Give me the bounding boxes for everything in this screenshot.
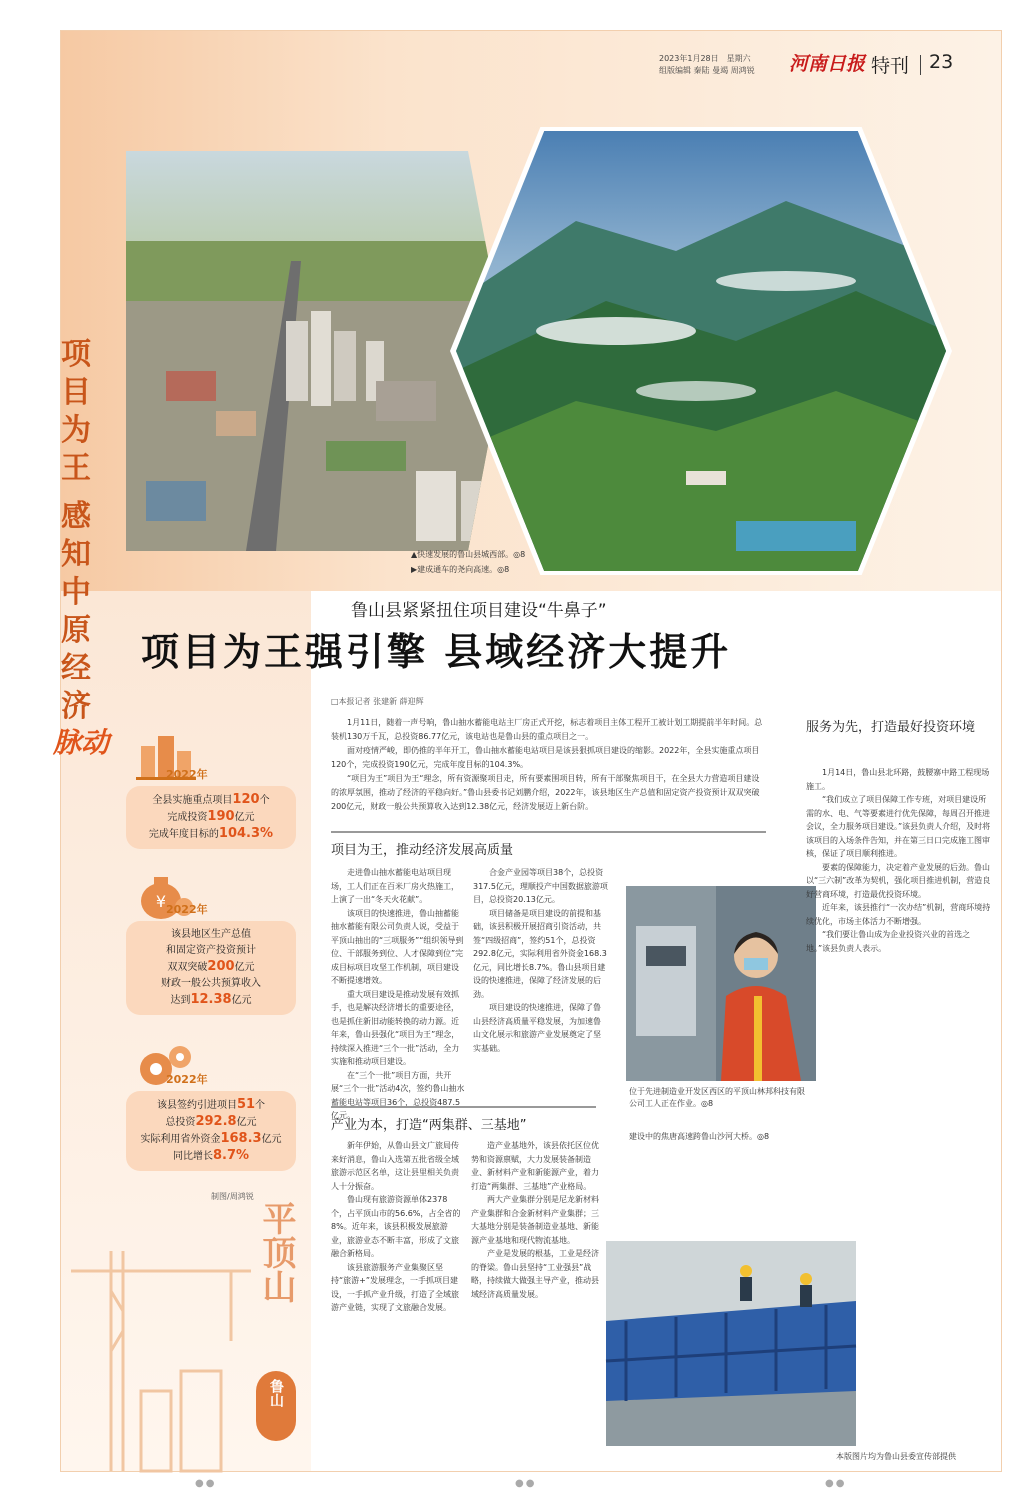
paragraph: 重大项目建设是推动发展有效抓手，也是解决经济增长的重要途径，也是抓住新旧动能转换的动力源。近年来，鲁山县强化“项目为王”理念，持续深入推进“三个一批”活动，全力实施和推动项目建设。 xyxy=(331,989,460,1066)
series-title-char: 项 xyxy=(61,337,91,372)
section-heading-industry: 产业为本，打造“两集群、三基地” xyxy=(331,1106,596,1133)
masthead xyxy=(601,49,991,89)
stat-box xyxy=(126,921,296,1015)
stat-number: 200 xyxy=(207,959,235,974)
intro-paragraph: 面对疫情严峻，即仍推的半年开工，鲁山抽水蓄能电站项目是该县狠抓项目建设的缩影。2022年，全县实施重点项目120个，完成投资190亿元，完成年度目标的104.3%。 xyxy=(331,746,760,769)
newspaper-logo: 河南日报 xyxy=(789,53,866,75)
page-number: 23 xyxy=(929,51,954,73)
svg-text:¥: ¥ xyxy=(155,892,167,911)
paragraph: 该项目的快速推进，鲁山抽蓄能抽水蓄能有限公司负责人说，受益于平顶山抽出的“三项服务”“组织领导到位、干部服务到位、人才保障到位”完成目标项目攻坚工作机制，项目建设不断提速增效。 xyxy=(331,908,464,985)
stat-line xyxy=(130,826,292,843)
series-title-char: 王 xyxy=(61,451,91,486)
series-title-char: 知 xyxy=(61,537,91,572)
stat-year: 2022年 xyxy=(166,903,208,916)
newspaper-page xyxy=(52,30,1002,1472)
stat-text: 同比增长 xyxy=(172,1151,213,1162)
stat-number: 292.8 xyxy=(195,1114,237,1129)
stat-year: 2022年 xyxy=(166,768,208,781)
stat-line xyxy=(130,976,292,992)
stat-unit: 亿元 xyxy=(234,812,255,823)
paragraph: “我们成立了项目保障工作专班，对项目建设所需的水、电、气等要素进行优先保障，每周召开推进会议，全力服务项目建设。”该县负责人介绍，及时将该项目的入场条件告知，并在第三日口完成施工图审核，保证了项目顺利推进。 xyxy=(806,795,991,858)
stat-number: 51 xyxy=(236,1097,256,1112)
paragraph: 造产业基地外，该县依托区位优势和资源禀赋，大力发展装备制造业、新材料产业和新能源产业，着力打造“两集群、三基地”产业格局。 xyxy=(471,1141,599,1191)
series-title-char: 济 xyxy=(61,689,91,724)
stat-unit: 个 xyxy=(255,1100,266,1111)
stat-line xyxy=(130,992,292,1009)
vertical-series-title xyxy=(51,336,109,760)
series-title-char: 感 xyxy=(61,499,91,534)
series-title-pulse: 脉动 xyxy=(52,726,109,759)
stat-number: 12.38 xyxy=(190,992,232,1007)
series-title-char: 经 xyxy=(61,651,91,686)
paragraph: 1月14日，鲁山县北环路，鼓腰寨中路工程现场施工。 xyxy=(806,768,990,791)
city-photo-caption: ▲快速发展的鲁山县城西部。◎8 xyxy=(411,550,526,559)
paragraph: 鲁山现有旅游资源单体2378个，占平顶山市的56.6%，占全省的8%。近年来，该县积极发展旅游业，旅游业态不断丰富，形成了文旅融合新格局。 xyxy=(331,1195,461,1258)
stat-number: 104.3% xyxy=(218,826,274,841)
paragraph: 走进鲁山抽水蓄能电站项目现场，工人们正在百米厂房火热施工，上演了一出“冬天火花献”。 xyxy=(331,868,459,904)
stat-box xyxy=(126,1091,296,1171)
mountain-landscape-photo xyxy=(456,131,946,571)
graphic-credit: 制图/周鸿锐 xyxy=(211,1192,254,1201)
nav-dots: ●● xyxy=(195,1478,217,1489)
county-name-vertical xyxy=(256,1201,306,1307)
stat-line xyxy=(130,1097,292,1114)
intro-paragraph: “项目为王”项目为王“理念，所有资源聚项目走，所有要素围项目转，所有干部聚焦项目干，在全县大力营造项目建设的浓厚氛围，推动了经济的平稳向好。”鲁山县委书记刘鹏介绍，2022年，该县地区生产总值和固定资产投资预计双双突破200亿元，财政一般公共预算收入达到12.38亿元，经济发展迈上新台阶。 xyxy=(331,774,760,811)
paragraph: 新年伊始，从鲁山县文广旅局传来好消息，鲁山入选第五批省级全域旅游示范区名单，这让县里相关负责人十分振奋。 xyxy=(331,1141,459,1191)
editors: 组版编辑 秦陆 曼竭 周鸿锐 xyxy=(659,66,755,75)
stat-text: 该县签约引进项目 xyxy=(156,1100,237,1111)
paragraph: 该县旅游服务产业集聚区坚持“旅游+”发展理念，一手抓项目建设，一手抓产业升级，打造了全域旅游产业链，实现了文旅融合发展。 xyxy=(331,1262,459,1312)
factory-worker-photo xyxy=(626,886,816,1081)
series-title-char: 中 xyxy=(61,575,91,610)
factory-photo-caption: 位于先进制造业开发区西区的平顶山林邦科技有限公司工人正在作业。◎8 xyxy=(629,1087,805,1108)
article-column xyxy=(473,866,608,1096)
stat-box xyxy=(126,786,296,849)
intro-paragraph: 1月11日，随着一声号响，鲁山抽水蓄能电站主厂房正式开挖，标志着项目主体工程开工被计划工期提前半年时间。总装机130万千瓦，总投资86.77亿元，该电站也是鲁山县的重点项目之一。 xyxy=(331,718,763,741)
photo-credit: 本版图片均为鲁山县委宣传部提供 xyxy=(836,1452,956,1461)
paragraph: 近年来，该县推行“一次办结”机制，营商环境持续优化，市场主体活力不断增强。 xyxy=(806,903,991,926)
nav-dots: ●● xyxy=(515,1478,537,1489)
stat-line xyxy=(130,959,292,976)
article-column xyxy=(331,866,466,1120)
paragraph: 合金产业园等项目38个，总投资317.5亿元，理顺投产中国数据旅游项目，总投资20.13亿元。 xyxy=(473,868,608,904)
stat-text: 实际利用省外资金 xyxy=(140,1134,221,1145)
stat-unit: 亿元 xyxy=(261,1134,282,1145)
stat-number: 8.7% xyxy=(212,1148,250,1163)
paragraph: 项目储备是项目建设的前提和基础，该县积极开展招商引资活动，共签“四级招商”，签约51个，总投资292.8亿元，实际利用省外资金168.3亿元，同比增长8.7%。鲁山县项目建设的快速推进，保障了经济发展的后劲。 xyxy=(473,908,607,999)
header-divider xyxy=(920,55,921,75)
bridge-construction-photo xyxy=(606,1241,856,1446)
mountain-photo-caption: ▶建成通车的尧向高速。◎8 xyxy=(411,565,510,574)
article-column xyxy=(471,1139,601,1459)
city-aerial-photo xyxy=(126,151,506,551)
stat-line xyxy=(130,1148,292,1165)
stat-number: 120 xyxy=(232,792,260,807)
section-name: 特刊 xyxy=(871,55,910,77)
bridge-photo-caption: 建设中的焦唐高速跨鲁山沙河大桥。◎8 xyxy=(629,1132,770,1141)
series-title-char: 原 xyxy=(61,613,91,648)
stat-unit: 亿元 xyxy=(236,1117,257,1128)
paragraph: 项目建设的快速推进，保障了鲁山县经济高质量平稳发展，为加速鲁山文化展示和旅游产业发展奠定了坚实基础。 xyxy=(473,1003,601,1053)
article-column xyxy=(806,766,991,1186)
stat-unit: 亿元 xyxy=(234,962,255,973)
stat-number: 190 xyxy=(207,809,235,824)
stat-year: 2022年 xyxy=(166,1073,208,1086)
stat-line xyxy=(130,1114,292,1131)
stat-line xyxy=(130,1131,292,1148)
stat-text: 和固定资产投资预计 xyxy=(166,945,256,956)
article-intro xyxy=(331,716,766,814)
stat-unit: 个 xyxy=(259,795,270,806)
paragraph: 要素的保障能力，决定着产业发展的后劲。鲁山以“三六制”改革为契机，强化项目推进机制，营造良好营商环境，打造最优投资环境。 xyxy=(806,862,991,899)
stat-text: 该县地区生产总值 xyxy=(171,929,251,940)
stat-text: 完成年度目标的 xyxy=(148,829,219,840)
stat-line xyxy=(130,792,292,809)
byline: □本报记者 张建新 薛迎辉 xyxy=(331,697,424,706)
stat-line xyxy=(130,927,292,943)
subheadline: 鲁山县紧紧扭住项目建设“牛鼻子” xyxy=(351,601,607,621)
county-name: 平顶山 xyxy=(256,1201,296,1303)
stat-unit: 亿元 xyxy=(231,995,252,1006)
issue-date: 2023年1月28日 星期六 xyxy=(659,54,751,63)
stat-text: 完成投资 xyxy=(167,812,208,823)
stat-text: 总投资 xyxy=(165,1117,196,1128)
stat-text: 财政一般公共预算收入 xyxy=(161,978,261,989)
stat-line xyxy=(130,809,292,826)
article-column xyxy=(331,1139,461,1459)
stat-text: 双双突破 xyxy=(167,962,208,973)
crane-illustration xyxy=(61,1231,261,1471)
paragraph: 两大产业集群分别是尼龙新材料产业集群和合金新材料产业集群；三大基地分别是装备制造业基地、新能源产业基地和现代物流基地。 xyxy=(471,1195,599,1245)
stat-text: 达到 xyxy=(170,995,191,1006)
stat-text: 全县实施重点项目 xyxy=(152,795,233,806)
paragraph: “我们要让鲁山成为企业投资兴业的首选之地。”该县负责人表示。 xyxy=(806,930,971,953)
side-section-heading: 服务为先，打造最好投资环境 xyxy=(806,720,976,735)
stat-line xyxy=(130,943,292,959)
paragraph: 产业是发展的根基，工业是经济的脊梁。鲁山县坚持“工业强县”战略，持续做大做强主导产业，推动县域经济高质量发展。 xyxy=(471,1249,599,1299)
headline: 项目为王强引擎 县域经济大提升 xyxy=(141,629,732,674)
paragraph: 在“三个一批”项目方面，共开展“三个一批”活动4次，签约鲁山抽水蓄能电站等项目36个，总投资487.5亿元。 xyxy=(331,1070,465,1120)
nav-dots: ●● xyxy=(825,1478,847,1489)
county-badge-label: 鲁山 xyxy=(268,1379,284,1407)
county-badge xyxy=(256,1371,296,1441)
series-title-char: 为 xyxy=(61,413,91,448)
series-title-char: 目 xyxy=(61,375,91,410)
stat-number: 168.3 xyxy=(220,1131,262,1146)
section-heading-projects: 项目为王，推动经济发展高质量 xyxy=(331,831,766,858)
